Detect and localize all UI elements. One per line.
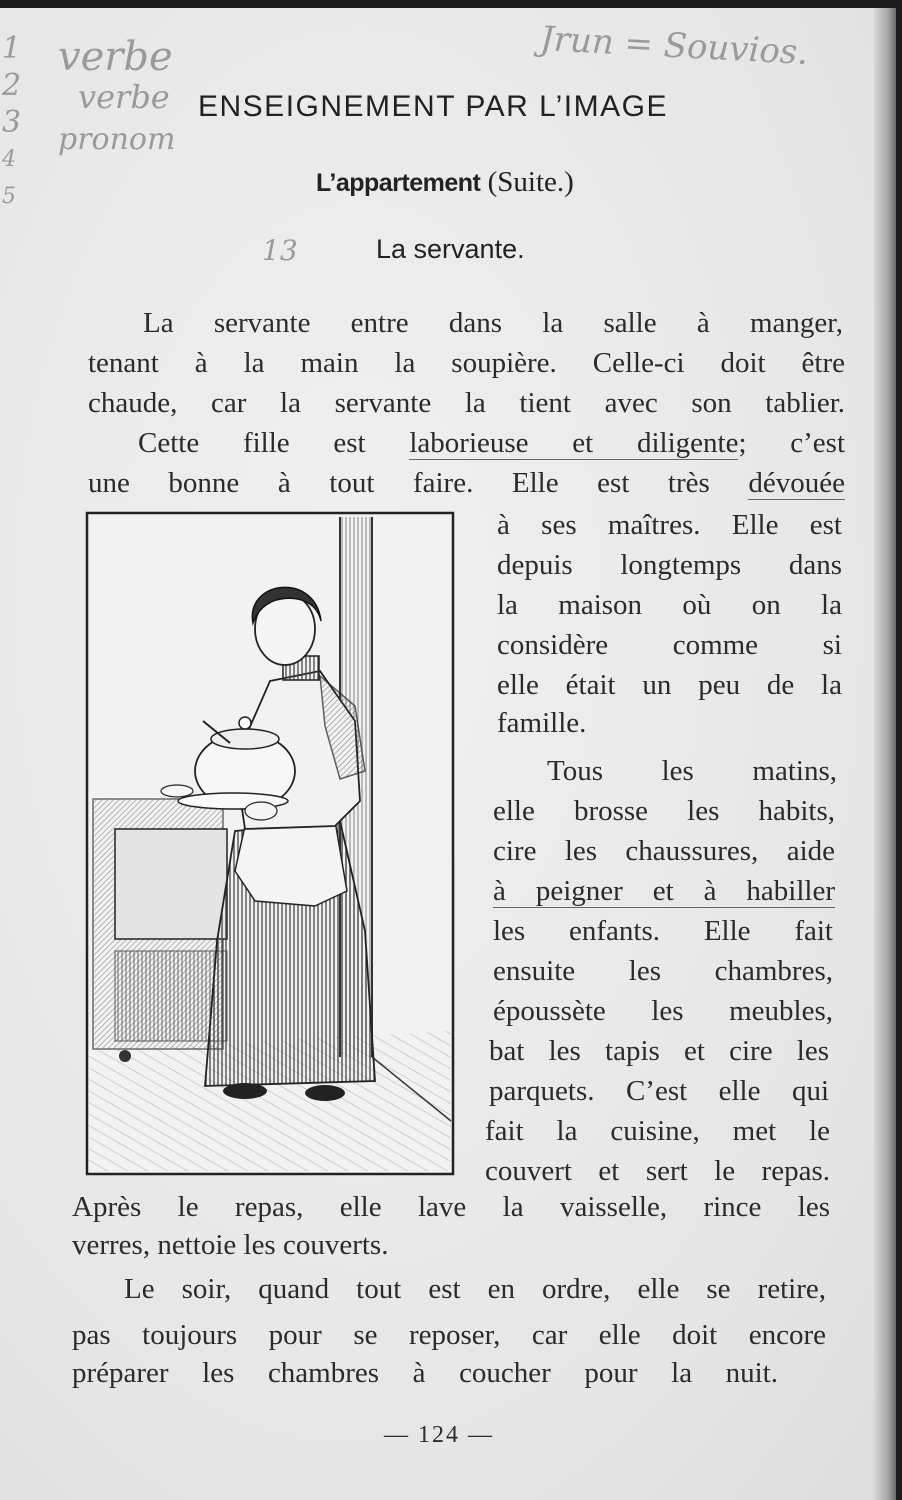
page-header: ENSEIGNEMENT PAR L’IMAGE <box>198 90 668 123</box>
subtitle-suite: (Suite.) <box>487 166 574 198</box>
text-line: fait la cuisine, met le <box>485 1115 830 1147</box>
text-line: les enfants. Elle fait <box>493 915 833 947</box>
lesson-title: La servante. <box>376 234 525 264</box>
text-line: elle brosse les habits, <box>493 795 835 827</box>
text-line: préparer les chambres à coucher pour la nuit. <box>72 1357 778 1389</box>
text-line: époussète les meubles, <box>493 995 833 1027</box>
text-line: depuis longtemps dans <box>497 549 842 581</box>
book-spine <box>874 8 896 1500</box>
handwritten-note-top-right: Jrun = Souvios. <box>539 19 810 73</box>
underlined-word: dévouée <box>748 467 845 499</box>
text-line: elle était un peu de la <box>497 669 842 701</box>
text-line: famille. <box>497 707 587 739</box>
text-line: Après le repas, elle lave la vaisselle, rince les <box>72 1191 830 1223</box>
text-line: couvert et sert le repas. <box>485 1155 830 1187</box>
underlined-phrase: à peigner et à habiller <box>493 875 835 907</box>
text-line <box>493 874 835 908</box>
text-line: Tous les matins, <box>547 755 837 787</box>
underlined-phrase: laborieuse et diligente <box>409 427 739 459</box>
text-line: parquets. C’est elle qui <box>489 1075 829 1107</box>
text-line: chaude, car la servante la tient avec son tablier. <box>88 387 845 419</box>
handwritten-note-pronom: pronom <box>58 122 176 157</box>
book-page <box>0 8 896 1500</box>
text-line: tenant à la main la soupière. Celle-ci doit être <box>88 347 845 379</box>
handwritten-note-verbe-1: verbe <box>58 34 173 80</box>
text-line: La servante entre dans la salle à manger, <box>143 307 843 339</box>
handwritten-note-verbe-2: verbe <box>78 78 170 116</box>
text-line: à ses maîtres. Elle est <box>497 509 842 541</box>
text-line: bat les tapis et cire les <box>489 1035 829 1067</box>
text-line: verres, nettoie les couverts. <box>72 1229 389 1261</box>
servant-illustration <box>85 511 455 1176</box>
text-line: Cette fille est laborieuse et diligente; c’est <box>138 427 846 459</box>
section-subtitle <box>316 166 736 199</box>
page-number: — 124 — <box>384 1422 494 1448</box>
text-line: la maison où on la <box>497 589 842 621</box>
text-line: considère comme si <box>497 629 842 661</box>
text-line: cire les chaussures, aide <box>493 835 835 867</box>
handwritten-lesson-number: 13 <box>262 234 298 267</box>
text-line: Le soir, quand tout est en ordre, elle se retire, <box>124 1273 826 1305</box>
text-line: pas toujours pour se reposer, car elle doit encore <box>72 1319 826 1351</box>
subtitle-bold: L’appartement <box>316 169 481 197</box>
text-line: une bonne à tout faire. Elle est très dévouée <box>88 467 845 499</box>
text-line: ensuite les chambres, <box>493 955 833 987</box>
handwritten-margin-numbers: 1 2 3 4 5 <box>2 31 22 209</box>
